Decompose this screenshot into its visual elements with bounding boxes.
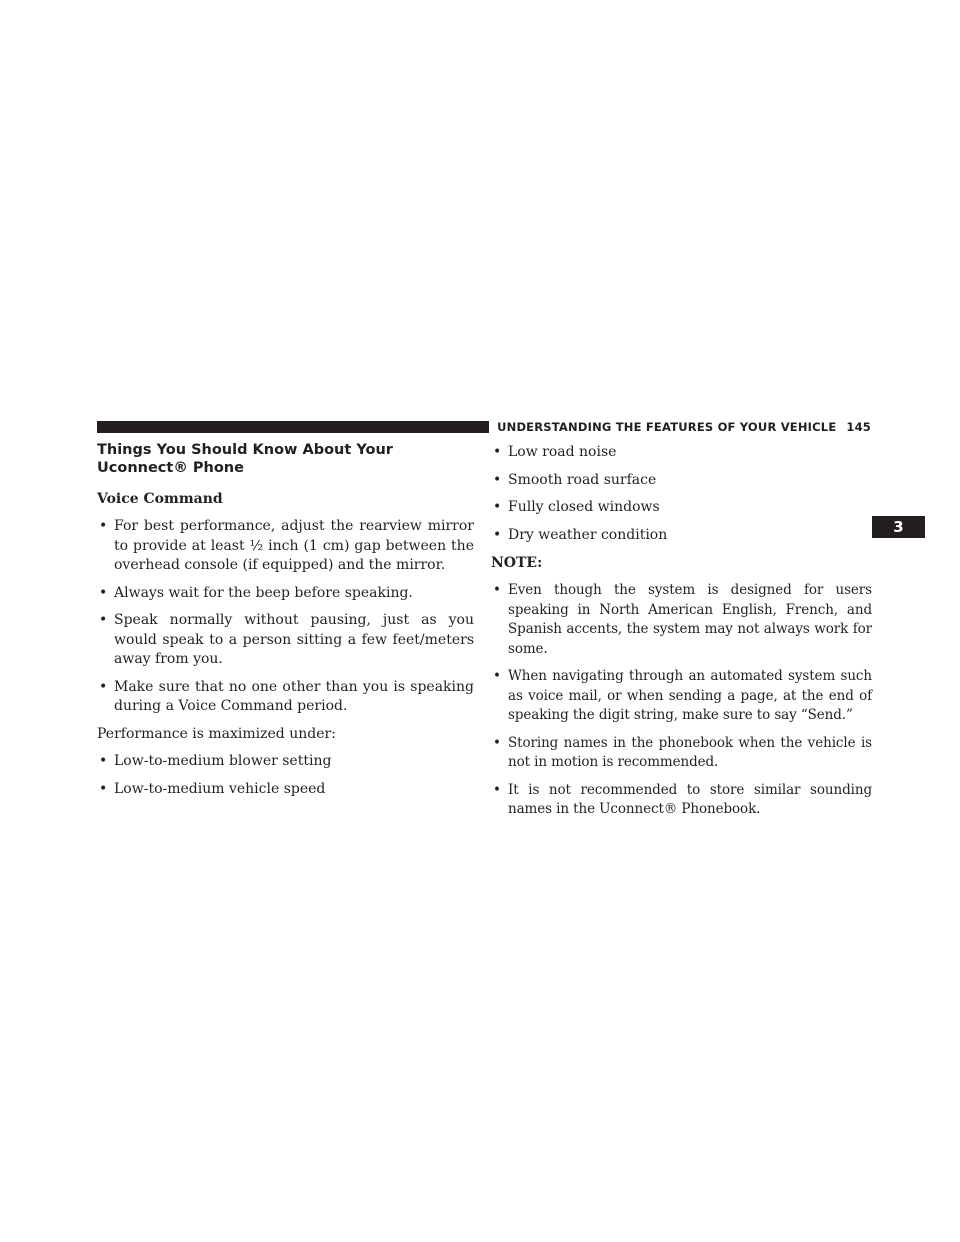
page-number: 145 — [846, 420, 871, 434]
list-item: • Speak normally without pausing, just as you would speak to a person sitting a few feet/meters away from you. — [99, 612, 474, 667]
note-list — [491, 581, 872, 820]
chapter-tab: 3 — [872, 516, 925, 538]
right-column — [491, 443, 872, 828]
bullet-icon: • — [493, 781, 501, 798]
left-column — [97, 441, 474, 807]
list-item: • Even though the system is designed for users speaking in North American English, French, and Spanish accents, the system may not always work for some. — [493, 582, 872, 657]
bullet-icon: • — [99, 678, 108, 695]
bullet-icon: • — [99, 584, 108, 601]
running-title: UNDERSTANDING THE FEATURES OF YOUR VEHICLE — [497, 420, 837, 434]
voice-command-subheading: Voice Command — [97, 491, 223, 507]
list-item: • For best performance, adjust the rearview mirror to provide at least ½ inch (1 cm) gap between the overhead console (if equipped) and the mirror. — [99, 518, 474, 573]
performance-intro: Performance is maximized under: — [97, 725, 336, 742]
list-item: • Smooth road surface — [491, 471, 872, 491]
list-item: • Low-to-medium blower setting — [97, 752, 474, 772]
performance-list — [97, 752, 474, 799]
voice-command-list — [97, 517, 474, 717]
list-item: • It is not recommended to store similar sounding names in the Uconnect® Phonebook. — [493, 781, 872, 817]
list-item: • Make sure that no one other than you is speaking during a Voice Command period. — [99, 678, 474, 714]
list-item: • When navigating through an automated system such as voice mail, or when sending a page, at the end of speaking the digit string, make sure to say “Send.” — [493, 668, 872, 723]
list-item: • Low road noise — [491, 443, 872, 463]
bullet-icon: • — [99, 518, 108, 534]
note-label: NOTE: — [491, 555, 543, 571]
bullet-icon: • — [493, 471, 502, 488]
bullet-icon: • — [493, 444, 502, 460]
running-head — [496, 419, 871, 435]
bullet-icon: • — [493, 734, 501, 751]
conditions-list — [491, 443, 872, 545]
list-item: • Always wait for the beep before speaking. — [97, 584, 474, 604]
bullet-icon: • — [493, 499, 502, 515]
bullet-icon: • — [493, 582, 501, 598]
list-item: • Dry weather condition — [491, 526, 872, 546]
bullet-icon: • — [493, 526, 502, 543]
bullet-icon: • — [99, 780, 108, 797]
list-item: • Fully closed windows — [491, 498, 872, 518]
bullet-icon: • — [493, 668, 501, 684]
list-item: • Storing names in the phonebook when the vehicle is not in motion is recommended. — [493, 734, 872, 770]
bullet-icon: • — [99, 612, 108, 628]
section-heading: Things You Should Know About Your Uconnect® Phone — [97, 442, 393, 476]
list-item: • Low-to-medium vehicle speed — [97, 780, 474, 800]
bullet-icon: • — [99, 753, 108, 769]
header-rule — [97, 421, 489, 433]
